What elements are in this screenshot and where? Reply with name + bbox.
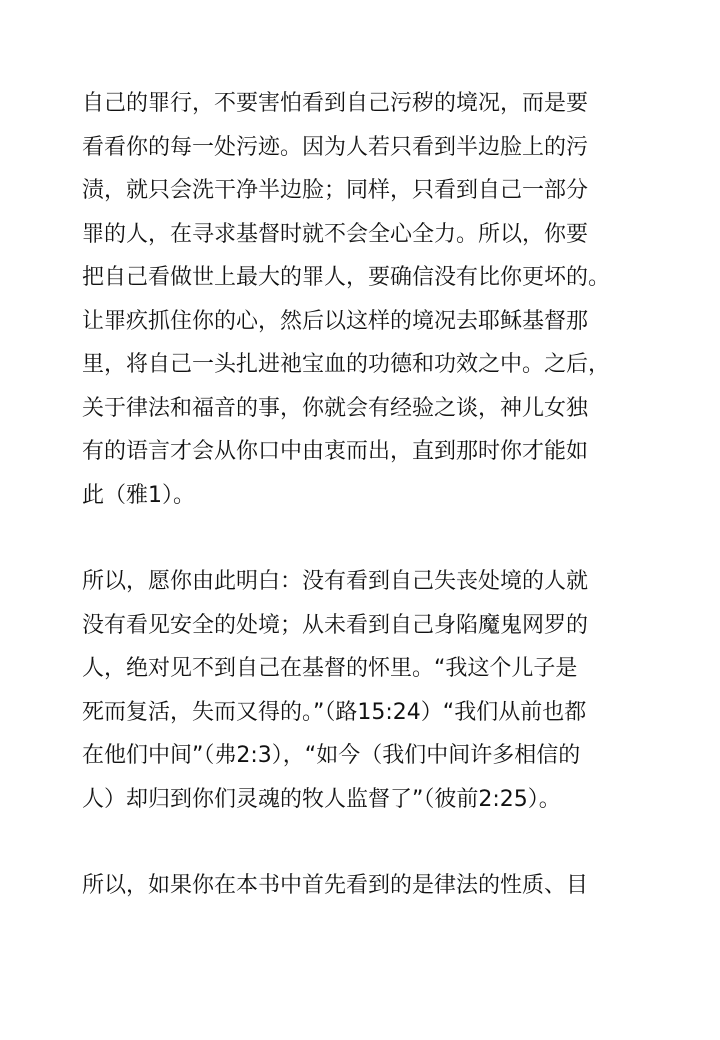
text-line: 罪的人，在寻求基督时就不会全心全力。所以，你要 — [82, 221, 589, 247]
paragraph — [82, 864, 682, 908]
text-line: 关于律法和福音的事，你就会有经验之谈，神儿女独 — [82, 395, 589, 421]
paragraph — [82, 560, 682, 821]
text-line: 所以，如果你在本书中首先看到的是律法的性质、目 — [82, 873, 589, 898]
text-line: 把自己看做世上最大的罪人，要确信没有比你更坏的。 — [82, 265, 611, 290]
text-line: 有的语言才会从你口中由衷而出，直到那时你才能如 — [82, 439, 589, 464]
text-line: 在他们中间”（弗2:3），“如今（我们中间许多相信的 — [82, 743, 581, 768]
text-line: 死而复活，失而又得的。”（路15:24）“我们从前也都 — [82, 699, 587, 725]
text-line: 看看你的每一处污迹。因为人若只看到半边脸上的污 — [82, 134, 589, 160]
text-line: 让罪疚抓住你的心，然后以这样的境况去耶稣基督那 — [82, 308, 589, 334]
text-line: 人）却归到你们灵魂的牧人监督了”（彼前2:25）。 — [82, 786, 561, 812]
text-line: 此（雅1）。 — [82, 482, 195, 508]
text-line: 里，将自己一头扎进祂宝血的功德和功效之中。之后， — [82, 352, 611, 377]
text-line: 自己的罪行，不要害怕看到自己污秽的境况，而是要 — [82, 91, 589, 116]
text-line: 所以，愿你由此明白：没有看到自己失丧处境的人就 — [82, 569, 589, 594]
text-line: 没有看见安全的处境；从未看到自己身陷魔鬼网罗的 — [82, 612, 589, 638]
paragraph — [82, 82, 682, 517]
text-line: 渍，就只会洗干净半边脸；同样，只看到自己一部分 — [82, 178, 589, 203]
text-line: 人，绝对见不到自己在基督的怀里。“我这个儿子是 — [82, 656, 578, 681]
